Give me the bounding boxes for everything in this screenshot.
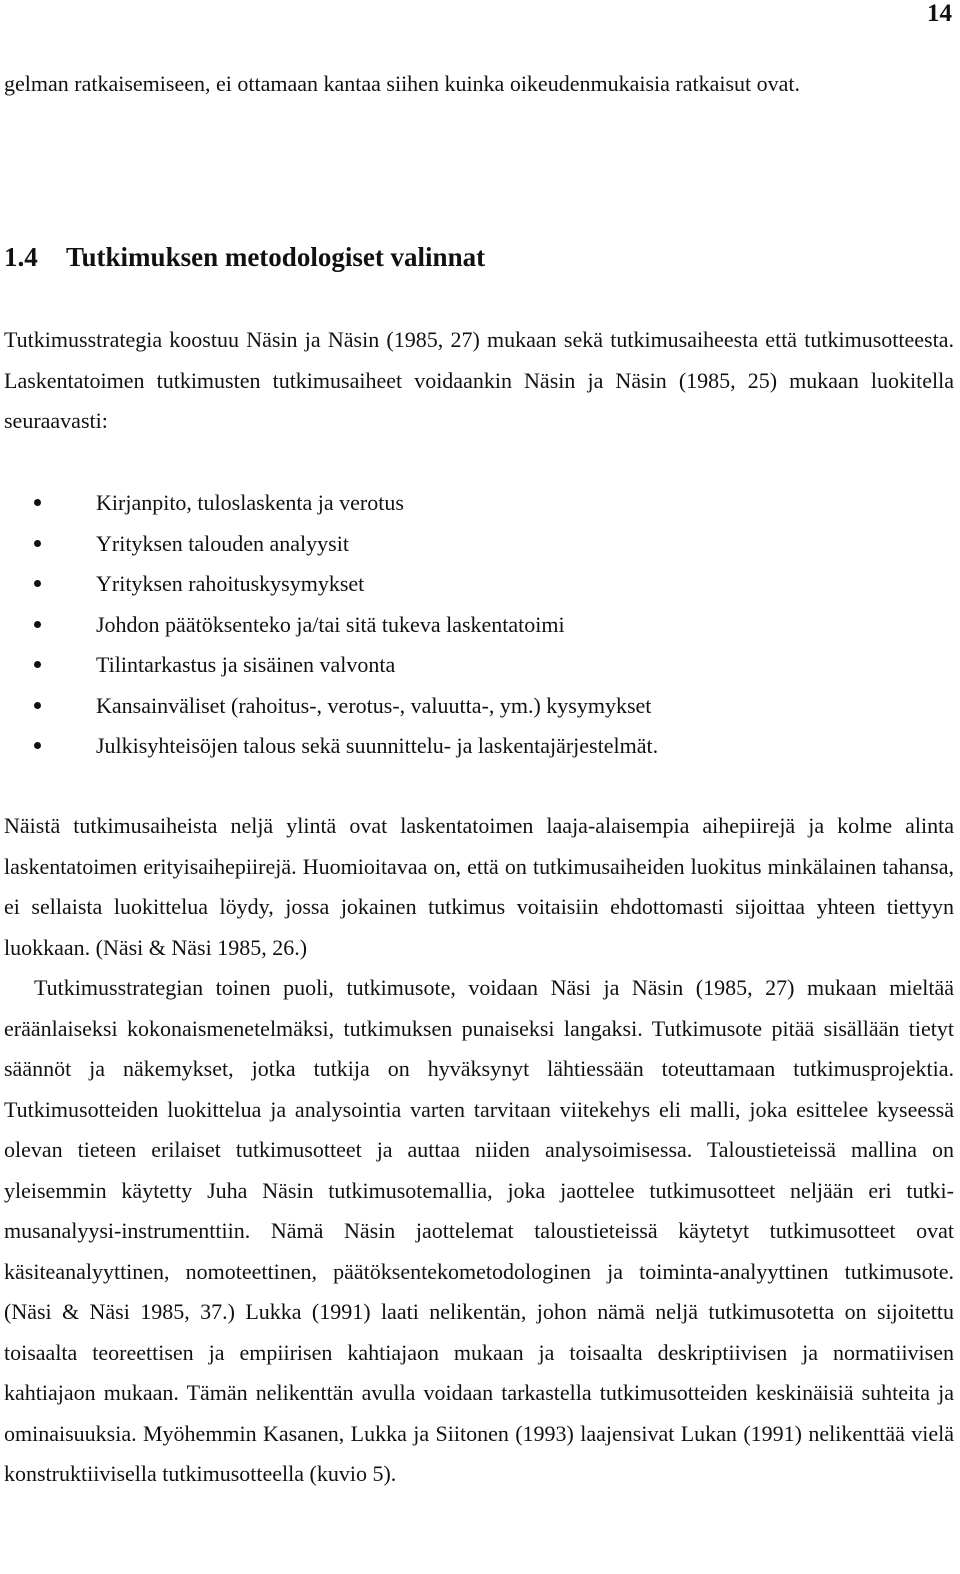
list-item bbox=[0, 686, 950, 727]
topics-summary-paragraph: Näistä tutkimusaiheista neljä ylintä ovat laskentatoimen laaja-alaisempia aihepiirejä ja kolme alinta laskentatoimen erityisaihepiirejä. Huomioitavaa on, että on tutkimusaiheiden luokitus minkälainen tahansa, ei sellaista luokittelua löydy, jossa jokainen tutkimus voitaisiin ehdottomasti sijoittaa yhteen tiettyyn luokkaan. (Näsi & Näsi 1985, 26.) bbox=[4, 813, 954, 960]
list-item-text: Kirjanpito, tuloslaskenta ja verotus bbox=[96, 490, 404, 515]
bullet-icon bbox=[34, 661, 41, 668]
list-item bbox=[0, 605, 950, 646]
bullet-icon bbox=[34, 580, 41, 587]
section-heading bbox=[4, 237, 485, 277]
list-item bbox=[0, 524, 950, 565]
list-item-text: Kansainväliset (rahoitus-, verotus-, valuutta-, ym.) kysymykset bbox=[96, 692, 652, 718]
list-item bbox=[0, 645, 950, 686]
list-item-text: Tilintarkastus ja sisäinen valvonta bbox=[96, 652, 396, 677]
list-item bbox=[0, 564, 950, 605]
intro-paragraph: gelman ratkaisemiseen, ei ottamaan kantaa siihen kuinka oikeudenmukaisia ratkaisut ovat. bbox=[4, 71, 801, 96]
page-number: 14 bbox=[927, 0, 952, 27]
section-number: 1.4 bbox=[4, 242, 38, 272]
list-item-text: Yrityksen rahoituskysymykset bbox=[96, 571, 365, 596]
bullet-icon bbox=[34, 621, 41, 628]
research-topics-list bbox=[0, 483, 950, 767]
bullet-icon bbox=[34, 702, 41, 709]
bullet-icon bbox=[34, 499, 41, 506]
methodology-paragraph: Tutkimusstrategia koostuu Näsin ja Näsin (1985, 27) mukaan sekä tutkimusaiheesta että tutkimusotteesta. Laskentatoimen tutkimusten tutkimusaiheet voidaankin Näsin ja Näsin (1985, 25) mukaan luokitella seuraavasti: bbox=[4, 327, 954, 433]
section-title: Tutkimuksen metodologiset valinnat bbox=[66, 242, 486, 272]
bullet-icon bbox=[34, 742, 41, 749]
list-item bbox=[0, 726, 950, 767]
research-approach-paragraph: Tutkimusstrategian toinen puoli, tutkimusote, voidaan Näsi ja Näsin (1985, 27) mukaan mieltää eräänlaiseksi kokonaismenetelmäksi, tutkimuksen punaiseksi langaksi. Tutkimusote pitää sisällään tietyt säännöt ja näkemykset, jotka tutkija on hyväksynyt lähtiessään toteuttamaan tutkimusprojektia. Tutkimusotteiden luokittelua ja analysointia varten tarvitaan viitekehys eli malli, joka esittelee kyseessä olevan tieteen erilaiset tutkimusotteet ja auttaa niiden analysoimisessa. Taloustieteissä mallina on yleisemmin käytetty Juha Näsin tutkimusotemallia, joka jaottelee tutkimusotteet neljään eri tutkimusanalyysi-instrumenttiin. Nämä Näsin jaottelemat taloustieteissä käytetyt tutkimusotteet ovat käsiteanalyyttinen, nomoteettinen, päätöksentekometodologinen ja toiminta-analyyttinen tutkimusote. (Näsi & Näsi 1985, 37.) Lukka (1991) laati nelikentän, johon nämä neljä tutkimusotetta on sijoitettu toisaalta teoreettisen ja empiirisen kahtiajaon mukaan ja toisaalta deskriptiivisen ja normatiivisen kahtiajaon mukaan. Tämän nelikenttän avulla voidaan tarkastella tutkimusotteiden keskinäisiä suhteita ja ominaisuuksia. Myöhemmin Kasanen, Lukka ja Siitonen (1993) laajensivat Lukan (1991) nelikenttää vielä konstruktiivisella tutkimusotteella (kuvio 5). bbox=[4, 975, 954, 1486]
list-item bbox=[0, 483, 950, 524]
list-item-text: Julkisyhteisöjen talous sekä suunnittelu- ja laskentajärjestelmät. bbox=[96, 733, 659, 758]
list-item-text: Johdon päätöksenteko ja/tai sitä tukeva laskentatoimi bbox=[96, 611, 565, 637]
bullet-icon bbox=[34, 540, 41, 547]
list-item-text: Yrityksen talouden analyysit bbox=[96, 530, 349, 556]
